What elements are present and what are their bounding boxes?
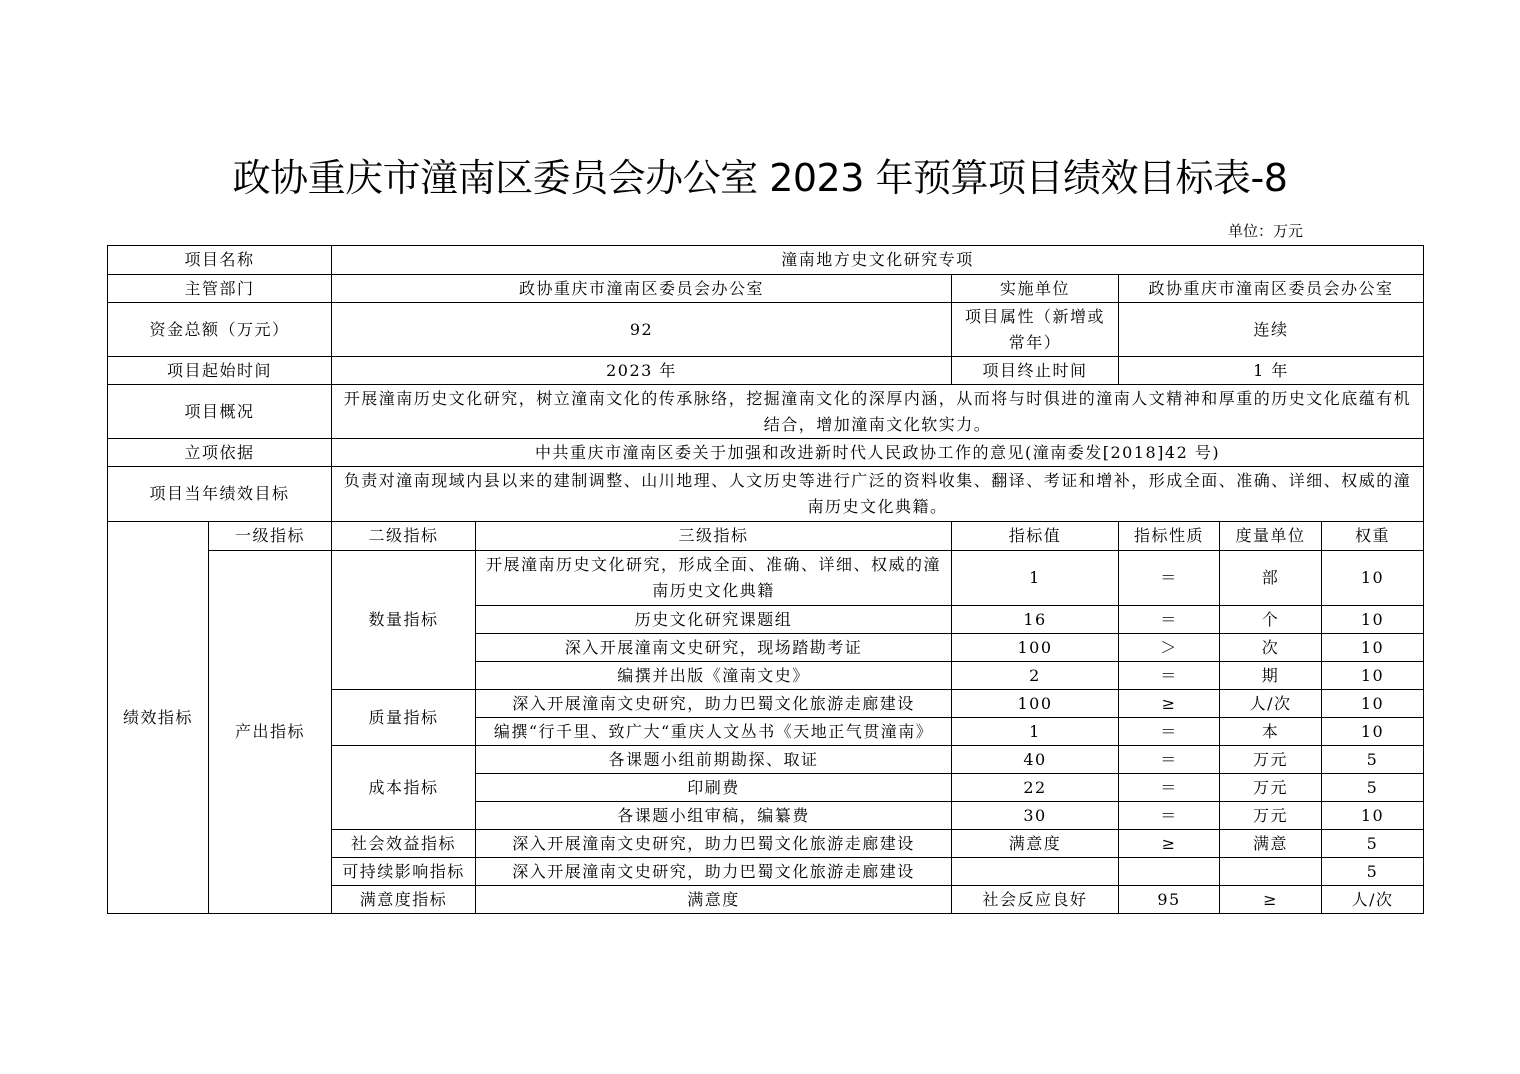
indicator-value: 16 — [952, 606, 1119, 634]
indicator-value: 1 — [952, 718, 1119, 746]
indicator-unit: 期 — [1220, 662, 1322, 690]
level2-quality: 质量指标 — [332, 690, 476, 746]
basis-label: 立项依据 — [108, 439, 332, 467]
performance-table — [107, 245, 1424, 914]
indicator-nature: ＝ — [1119, 746, 1220, 774]
indicator-value: 40 — [952, 746, 1119, 774]
indicator-nature: ＝ — [1119, 551, 1220, 606]
perf-header-row — [108, 522, 1424, 551]
indicator-unit: 人/次 — [1220, 690, 1322, 718]
indicator-value — [952, 858, 1119, 886]
unit-label: 单位：万元 — [1228, 222, 1304, 240]
indicator-nature: ＝ — [1119, 606, 1220, 634]
overview-value: 开展潼南历史文化研究，树立潼南文化的传承脉络，挖掘潼南文化的深厚内涵，从而将与时俱进的潼南人文精神和厚重的历史文化底蕴有机结合，增加潼南文化软实力。 — [332, 385, 1424, 439]
indicator-value: 95 — [1119, 886, 1220, 914]
indicator-unit: 万元 — [1220, 774, 1322, 802]
indicator-name: 历史文化研究课题组 — [476, 606, 952, 634]
indicator-name: 编撰“行千里、致广大“重庆人文丛书《天地正气贯潼南》 — [476, 718, 952, 746]
indicator-nature: ＝ — [1119, 662, 1220, 690]
header-value: 指标值 — [952, 522, 1119, 551]
end-value: 1 年 — [1119, 357, 1424, 385]
table-row — [108, 551, 1424, 606]
indicator-weight: 10 — [1322, 551, 1424, 606]
indicator-value: 1 — [952, 551, 1119, 606]
goal-value: 负责对潼南现域内县以来的建制调整、山川地理、人文历史等进行广泛的资料收集、翻译、考证和增补，形成全面、准确、详细、权威的潼南历史文化典籍。 — [332, 467, 1424, 522]
header-level2: 二级指标 — [332, 522, 476, 551]
fund-label: 资金总额（万元） — [108, 303, 332, 357]
indicator-nature: ＞ — [1119, 634, 1220, 662]
level2-social-benefit: 社会效益指标 — [332, 830, 476, 858]
indicator-unit: 个 — [1220, 606, 1322, 634]
indicator-nature — [1119, 858, 1220, 886]
indicator-nature: ＝ — [1119, 802, 1220, 830]
indicator-nature: ＝ — [1119, 718, 1220, 746]
header-weight: 权重 — [1322, 522, 1424, 551]
indicator-value: 22 — [952, 774, 1119, 802]
header-level3: 三级指标 — [476, 522, 952, 551]
indicator-value: 100 — [952, 634, 1119, 662]
indicator-name: 各课题小组前期勘探、取证 — [476, 746, 952, 774]
indicator-unit: 万元 — [1220, 802, 1322, 830]
indicator-unit — [1220, 858, 1322, 886]
level2-quantity: 数量指标 — [332, 551, 476, 690]
indicator-nature: ≥ — [1119, 690, 1220, 718]
basis-value: 中共重庆市潼南区委关于加强和改进新时代人民政协工作的意见(潼南委发[2018]42 号) — [332, 439, 1424, 467]
header-unit: 度量单位 — [1220, 522, 1322, 551]
attr-value: 连续 — [1119, 303, 1424, 357]
end-label: 项目终止时间 — [952, 357, 1119, 385]
indicator-weight: 10 — [1322, 606, 1424, 634]
indicator-weight: 10 — [1322, 690, 1424, 718]
row-overview — [108, 385, 1424, 439]
row-dept — [108, 275, 1424, 303]
level2-satisfaction: 满意度 — [476, 886, 952, 914]
indicator-nature: ≥ — [1220, 886, 1322, 914]
start-label: 项目起始时间 — [108, 357, 332, 385]
indicator-weight: 10 — [1322, 802, 1424, 830]
indicator-name: 印刷费 — [476, 774, 952, 802]
indicator-nature: ＝ — [1119, 774, 1220, 802]
indicator-unit: 本 — [1220, 718, 1322, 746]
indicator-weight: 10 — [1322, 662, 1424, 690]
level2-sustainable: 可持续影响指标 — [332, 858, 476, 886]
impl-label: 实施单位 — [952, 275, 1119, 303]
impl-value: 政协重庆市潼南区委员会办公室 — [1119, 275, 1424, 303]
header-nature: 指标性质 — [1119, 522, 1220, 551]
row-fund — [108, 303, 1424, 357]
indicator-value: 满意度 — [952, 830, 1119, 858]
indicator-weight: 5 — [1322, 774, 1424, 802]
indicator-unit: 万元 — [1220, 746, 1322, 774]
level2-cost: 成本指标 — [332, 746, 476, 830]
indicator-value: 30 — [952, 802, 1119, 830]
indicator-weight: 10 — [1322, 718, 1424, 746]
indicator-name: 各课题小组审稿，编纂费 — [476, 802, 952, 830]
indicator-name: 开展潼南历史文化研究，形成全面、准确、详细、权威的潼南历史文化典籍 — [476, 551, 952, 606]
indicator-unit: 次 — [1220, 634, 1322, 662]
indicator-value: 100 — [952, 690, 1119, 718]
indicator-unit: 部 — [1220, 551, 1322, 606]
project-name-label: 项目名称 — [108, 246, 332, 275]
indicator-name: 社会反应良好 — [952, 886, 1119, 914]
indicator-value: 2 — [952, 662, 1119, 690]
page-title: 政协重庆市潼南区委员会办公室 2023 年预算项目绩效目标表-8 — [232, 156, 1288, 200]
indicator-name: 编撰并出版《潼南文史》 — [476, 662, 952, 690]
dept-value: 政协重庆市潼南区委员会办公室 — [332, 275, 952, 303]
header-level1: 一级指标 — [209, 522, 332, 551]
indicator-name: 深入开展潼南文史研究，助力巴蜀文化旅游走廊建设 — [476, 830, 952, 858]
attr-label: 项目属性（新增或常年） — [952, 303, 1119, 357]
dept-label: 主管部门 — [108, 275, 332, 303]
indicator-name: 深入开展潼南文史研究，现场踏勘考证 — [476, 634, 952, 662]
indicator-name: 深入开展潼南文史研究，助力巴蜀文化旅游走廊建设 — [476, 858, 952, 886]
perf-label: 绩效指标 — [108, 522, 209, 914]
row-basis — [108, 439, 1424, 467]
level1-output: 产出指标 — [209, 551, 332, 914]
fund-value: 92 — [332, 303, 952, 357]
overview-label: 项目概况 — [108, 385, 332, 439]
project-name-value: 潼南地方史文化研究专项 — [332, 246, 1424, 275]
indicator-name: 深入开展潼南文史研究，助力巴蜀文化旅游走廊建设 — [476, 690, 952, 718]
goal-label: 项目当年绩效目标 — [108, 467, 332, 522]
indicator-weight: 10 — [1322, 634, 1424, 662]
indicator-weight: 5 — [1322, 746, 1424, 774]
indicator-weight: 5 — [1322, 858, 1424, 886]
start-value: 2023 年 — [332, 357, 952, 385]
indicator-unit: 人/次 — [1322, 886, 1424, 914]
indicator-weight: 5 — [1322, 830, 1424, 858]
row-time — [108, 357, 1424, 385]
level1-satisfaction: 满意度指标 — [332, 886, 476, 914]
row-goal — [108, 467, 1424, 522]
row-project-name — [108, 246, 1424, 275]
indicator-unit: 满意 — [1220, 830, 1322, 858]
indicator-nature: ≥ — [1119, 830, 1220, 858]
